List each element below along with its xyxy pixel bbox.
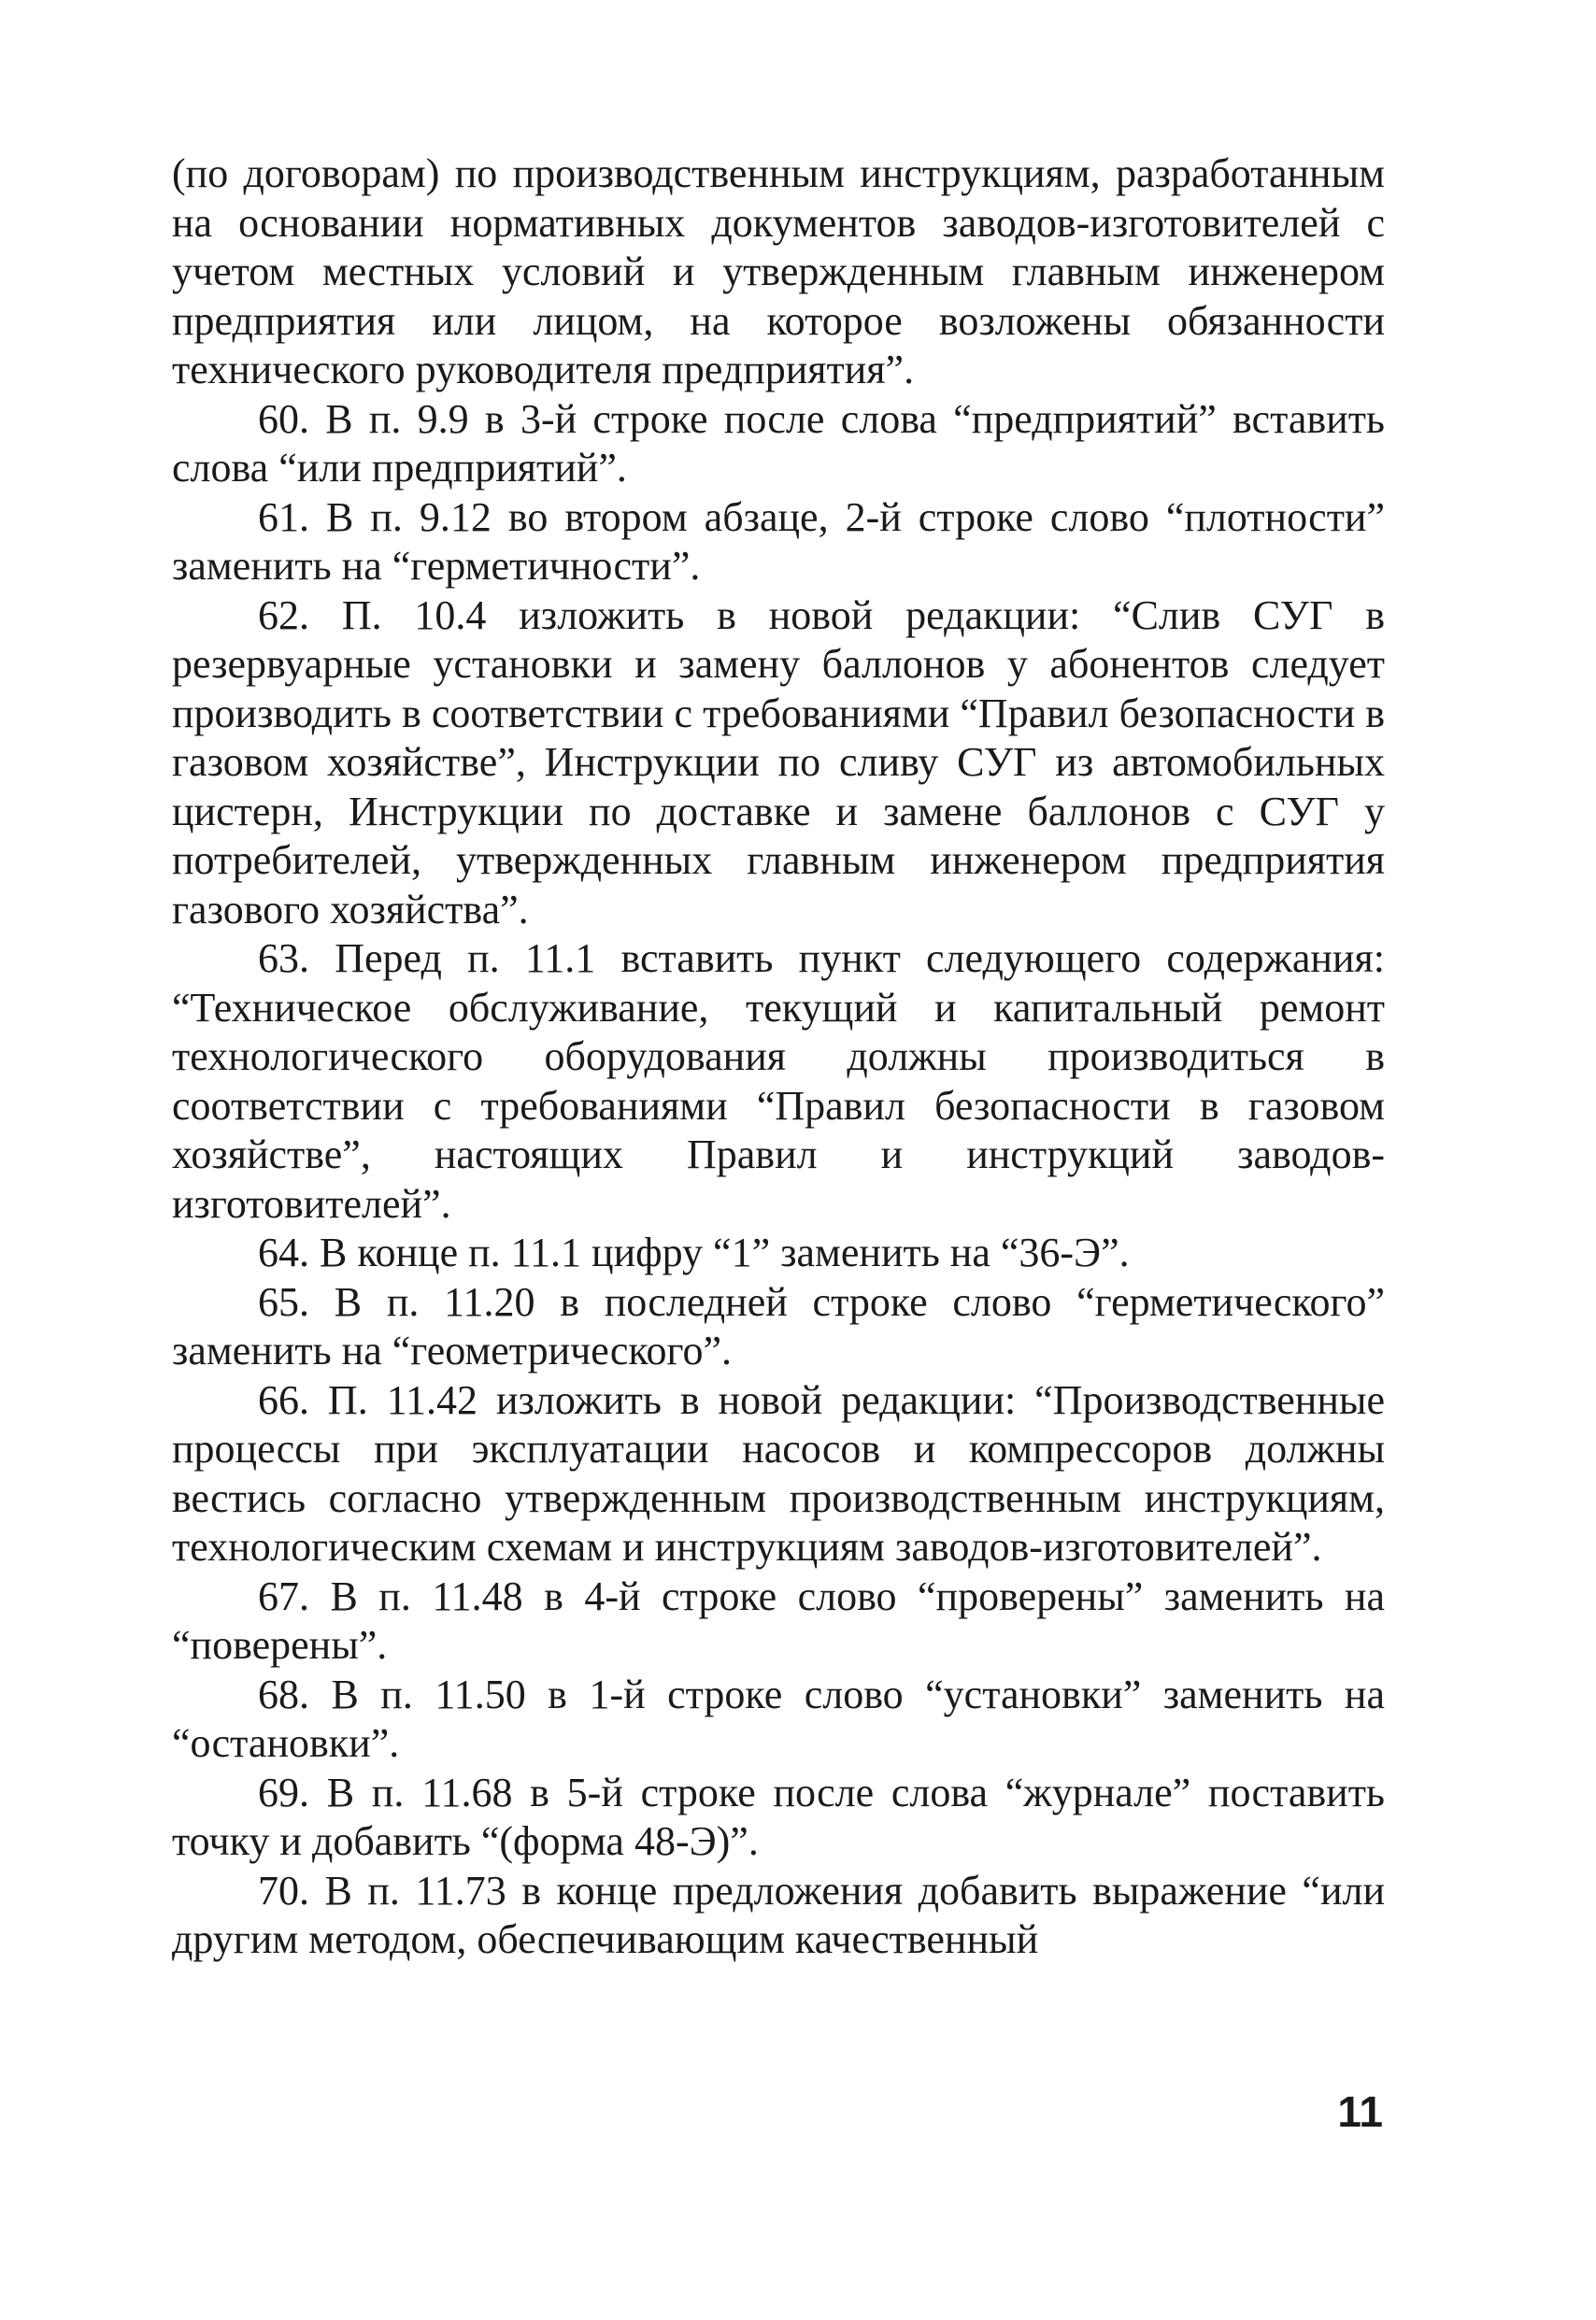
paragraph-item-65: 65. В п. 11.20 в последней строке слово “герметического” заменить на “геометрического”. [172, 1278, 1385, 1373]
paragraph-item-69: 69. В п. 11.68 в 5-й строке после слова “журнале” поставить точку и добавить “(форма 48-Э)”. [172, 1769, 1385, 1864]
paragraph-item-62: 62. П. 10.4 изложить в новой редакции: “Слив СУГ в резервуарные установки и замену баллонов у абонентов следует производить в соответствии с требованиями “Правил безопасности в газовом хозяйстве”, Инструкции по сливу СУГ из автомобильных цистерн, Инструкции по доставке и замене баллонов с СУГ у потребителей, утвержденных главным инженером предприятия газового хозяйства”. [172, 591, 1385, 932]
paragraph-item-63: 63. Перед п. 11.1 вставить пункт следующего содержания: “Техническое обслуживание, текущий и капитальный ремонт технологического оборудования должны производиться в соответствии с требованиями “Правил безопасности в газовом хозяйстве”, настоящих Правил и инструкций заводов-изготовителей”. [172, 935, 1385, 1227]
paragraph-item-68: 68. В п. 11.50 в 1-й строке слово “установки” заменить на “остановки”. [172, 1671, 1385, 1766]
paragraph-item-61: 61. В п. 9.12 во втором абзаце, 2-й строке слово “плотности” заменить на “герметичности”. [172, 493, 1385, 589]
paragraph-item-64: 64. В конце п. 11.1 цифру “1” заменить на “36-Э”. [258, 1230, 1130, 1275]
paragraph-item-60: 60. В п. 9.9 в 3-й строке после слова “предприятий” вставить слова “или предприятий”. [172, 395, 1385, 491]
paragraph-item-66: 66. П. 11.42 изложить в новой редакции: “Производственные процессы при эксплуатации насосов и компрессоров должны вестись согласно утвержденным производственным инструкциям, технологическим схемам и инструкциям заводов-изготовителей”. [172, 1376, 1385, 1570]
paragraph-item-67: 67. В п. 11.48 в 4-й строке слово “проверены” заменить на “поверены”. [172, 1573, 1385, 1668]
body-text [172, 149, 1385, 1965]
paragraph-item-70: 70. В п. 11.73 в конце предложения добавить выражение “или другим методом, обеспечивающим качественный [172, 1867, 1385, 1962]
page-number: 11 [1337, 2087, 1383, 2136]
paragraph-continuation: (по договорам) по производственным инструкциям, разработанным на основании нормативных документов заводов-изготовителей с учетом местных условий и утвержденным главным инженером предприятия или лицом, на которое возложены обязанности технического руководителя предприятия”. [172, 150, 1385, 392]
